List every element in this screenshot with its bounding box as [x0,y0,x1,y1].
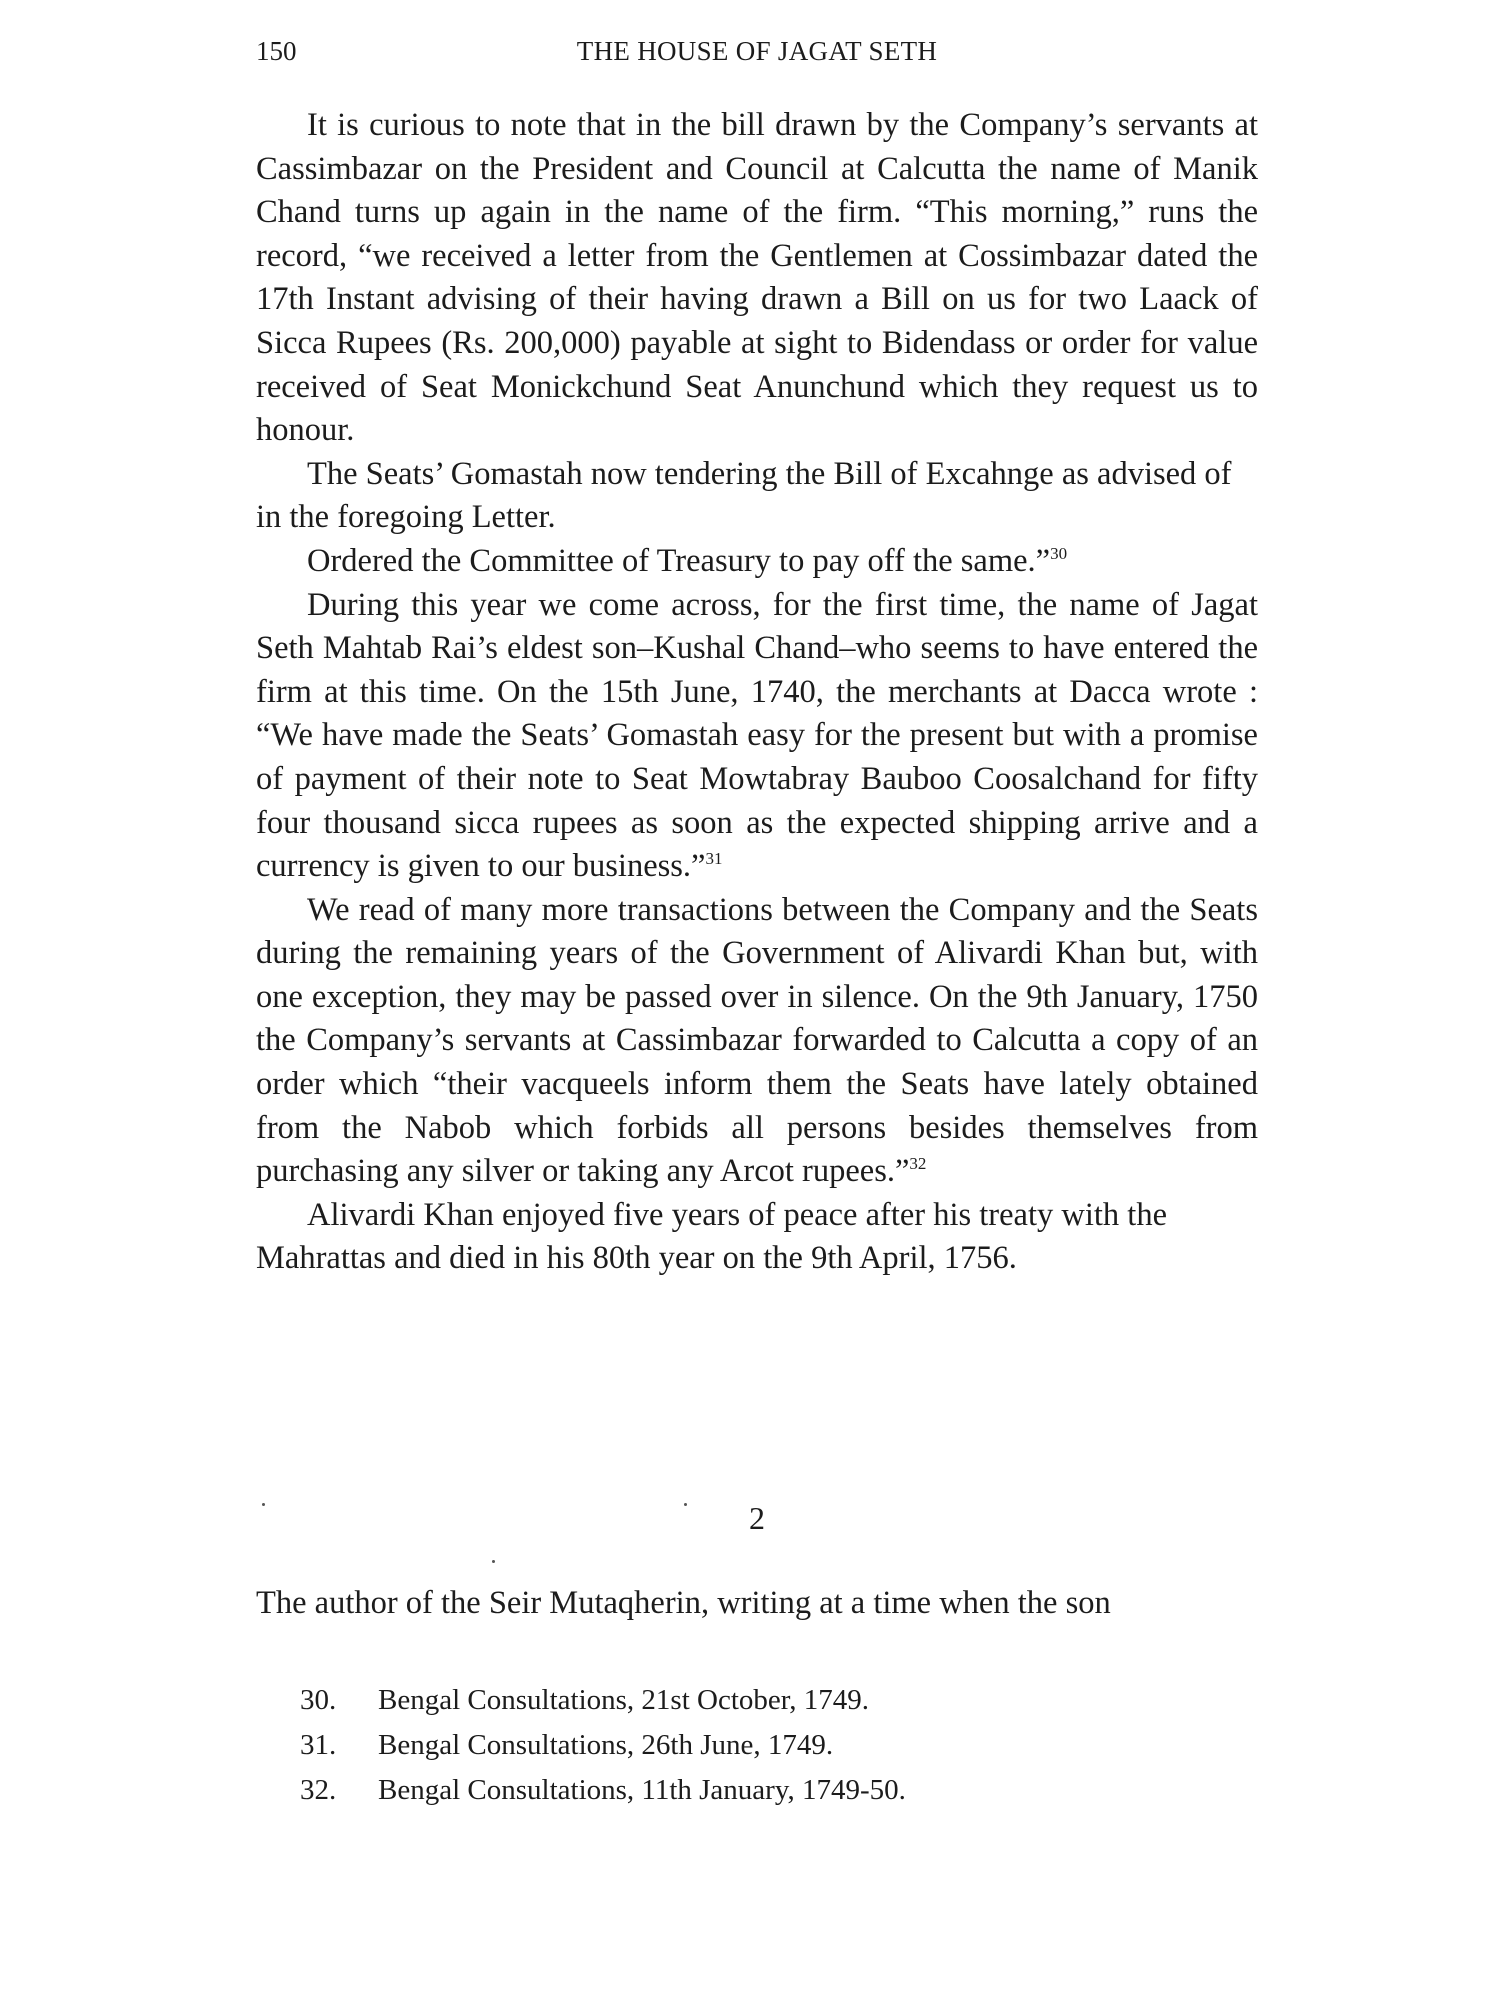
paragraph-committee-treasury [256,540,1258,584]
paragraph-text: Ordered the Committee of Treasury to pay off the same.” [307,542,1051,579]
page-number: 150 [256,36,297,66]
paragraph-kushal-chand [256,584,1258,889]
footnote-ref-30[interactable]: 30 [1050,544,1068,564]
footnote-text: Bengal Consultations, 26th June, 1749. [378,1729,834,1761]
footnote-ref-31[interactable]: 31 [705,849,723,869]
paragraph-alivardi-transactions [256,889,1258,1194]
paragraph-text: During this year we come across, for the first time, the name of Jagat Seth Mahtab Rai’s eldest son–Kushal Chand–who seems to have entered the firm at this time. On the 15th June, 1740, the merchants at Dacca wrote : “We have made the Seats’ Gomastah easy for the present but with a promise of payment of their note to Seat Mowtabray Bauboo Coosalchand for fifty four thousand sicca rupees as soon as the expected shipping arrive and a currency is given to our business.” [256,586,1258,885]
running-title: THE HOUSE OF JAGAT SETH [576,36,938,66]
paragraph-gomastah-bill [256,453,1258,540]
section-number: 2 [749,1500,765,1536]
body-text [256,104,1258,1281]
footnotes [300,1678,1200,1813]
footnote-number: 32. [300,1774,337,1806]
scan-speck [492,1560,495,1563]
paragraph-text: We read of many more transactions between the Company and the Seats during the remaining years of the Government of Alivardi Khan but, with one exception, they may be passed over in silence. On the 9th January, 1750 the Company’s servants at Cassimbazar forwarded to Calcutta a copy of an order which “their vacqueels inform them the Seats have lately obtained from the Nabob which forbids all persons besides themselves from purchasing any silver or taking any Arcot rupees.” [256,891,1258,1190]
page-header [256,36,1258,76]
section-opening-line: The author of the Seir Mutaqherin, writing at a time when the son [256,1585,1111,1621]
paragraph-text: It is curious to note that in the bill drawn by the Company’s servants at Cassimbazar on the President and Council at Calcutta the name of Manik Chand turns up again in the name of the firm. “This morning,” runs the record, “we received a letter from the Gentlemen at Cossimbazar dated the 17th Instant advising of their having drawn a Bill on us for two Laack of Sicca Rupees (Rs. 200,000) payable at sight to Bidendass or order for value received of Seat Monickchund Seat Anunchund which they request us to honour. [256,107,1258,449]
paragraph-text: The Seats’ Gomastah now tendering the Bill of Excahnge as advised of in the foregoing Letter. [256,455,1232,536]
footnote-31 [300,1723,1200,1768]
footnote-number: 30. [300,1684,337,1716]
scan-speck [684,1503,687,1506]
footnote-number: 31. [300,1729,337,1761]
scan-speck [262,1503,265,1506]
footnote-30 [300,1678,1200,1723]
footnote-text: Bengal Consultations, 11th January, 1749-50. [378,1774,906,1806]
footnote-ref-32[interactable]: 32 [909,1154,927,1174]
footnote-32 [300,1768,1200,1813]
footnote-text: Bengal Consultations, 21st October, 1749. [378,1684,869,1716]
paragraph-alivardi-death [256,1194,1258,1281]
paragraph-bill-cassimbazar [256,104,1258,453]
paragraph-text: Alivardi Khan enjoyed five years of peace after his treaty with the Mahrattas and died in his 80th year on the 9th April, 1756. [256,1196,1167,1277]
